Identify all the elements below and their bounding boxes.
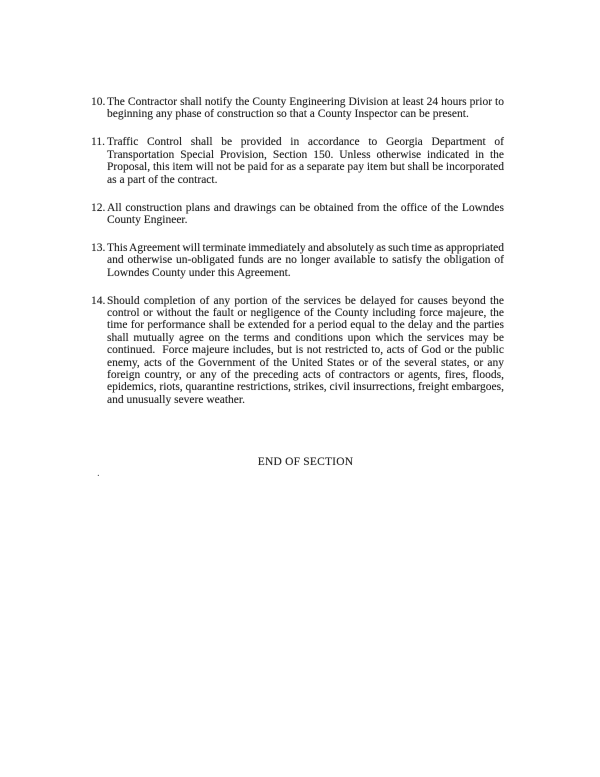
document-body xyxy=(92,96,504,469)
list-item xyxy=(92,136,504,186)
item-text: Should completion of any portion of the services be delayed for causes beyond the control or without the fault or negligence of the County including force majeure, the time for performance shall be extended for a period equal to the delay and the parties shall mutually agree on the terms and conditions upon which the services may be continued. Force majeure includes, but is not restricted to, acts of God or the public enemy, acts of the Government of the United States or of the several states, or any foreign country, or any of the preceding acts of contractors or agents, fires, floods, epidemics, riots, quarantine restrictions, strikes, civil insurrections, freight embargoes, and unusually severe weather. xyxy=(107,294,504,406)
item-number: 14. xyxy=(91,294,106,307)
item-number: 12. xyxy=(91,201,106,214)
list-item xyxy=(92,96,504,121)
item-number: 10. xyxy=(91,96,106,108)
list-item xyxy=(92,242,504,279)
list-item xyxy=(92,202,504,227)
item-text: All construction plans and drawings can be obtained from the office of the Lowndes County Engineer. xyxy=(107,201,504,226)
item-number: 13. xyxy=(91,241,106,254)
end-of-section-label: END OF SECTION xyxy=(257,456,354,469)
item-text: The Contractor shall notify the County Engineering Division at least 24 hours prior to beginning any phase of construction so that a County Inspector can be present. xyxy=(107,96,504,121)
item-text: Traffic Control shall be provided in accordance to Georgia Department of Transportation Special Provision, Section 150. Unless otherwise indicated in the Proposal, this item will not be paid for as a separate pay item but shall be incorporated as a part of the contract. xyxy=(107,136,504,186)
list-item xyxy=(92,295,504,407)
item-text: This Agreement will terminate immediately and absolutely as such time as appropriated and otherwise un-obligated funds are no longer available to satisfy the obligation of Lowndes County under this Agreement. xyxy=(107,241,504,279)
stray-ink-mark: . xyxy=(97,467,100,479)
item-number: 11. xyxy=(91,136,105,149)
